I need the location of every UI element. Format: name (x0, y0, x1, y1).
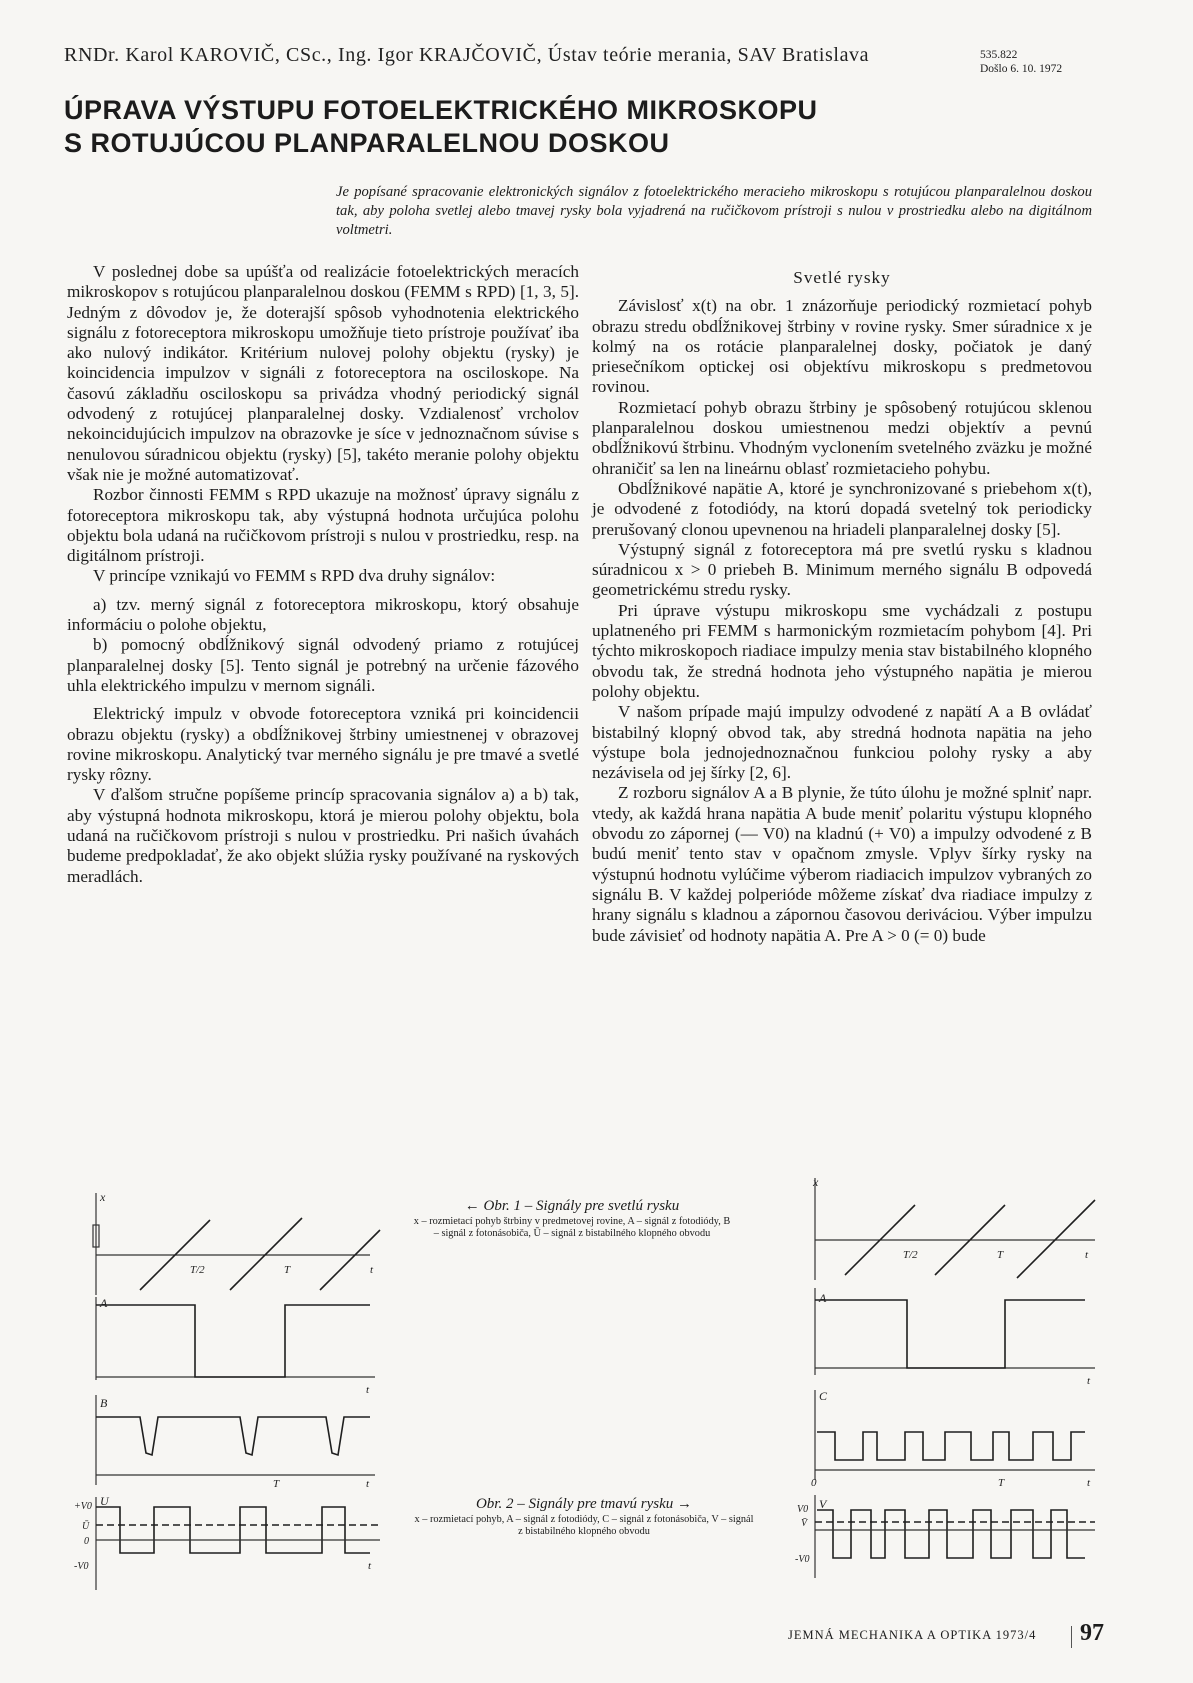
ramp-3 (320, 1230, 380, 1290)
ramp-2-3 (1017, 1200, 1095, 1278)
c-period-label-2: T (998, 1477, 1005, 1489)
period-label-2: T (997, 1249, 1004, 1261)
a-waveform (96, 1305, 370, 1377)
left-column (67, 262, 579, 887)
u-waveform (96, 1507, 370, 1553)
minus-v0-label: -V0 (74, 1561, 89, 1572)
c-signal-plot-2 (811, 1389, 1095, 1489)
a-signal-plot (96, 1296, 375, 1396)
half-period-label: T/2 (190, 1264, 205, 1276)
half-period-label-2: T/2 (903, 1249, 918, 1261)
c-zero-label: 0 (811, 1477, 817, 1489)
title-line-2: S ROTUJÚCOU PLANPARALELNOU DOSKOU (64, 128, 670, 158)
v-bar-label: V̄ (801, 1518, 808, 1529)
paragraph: V poslednej dobe sa upúšťa od realizácie fotoelektrických meracích mikroskopov s rotujúcou planparalelnou doskou (FEMM s RPD) [1, 3, 5]. Jedným z dôvodov je, že doterajší spôsob vyhodnotenia elektrického signálu z fotoreceptora mikroskopu umožňuje tieto prístroje používať iba ako nulový indikátor. Kritérium nulovej polohy objektu (rysky) je koincidencia impulzov v signáli z fotoreceptora na osciloskope. Na časovú základňu osciloskopu sa privádza vhodný periodický signál odvodený z rotujúcej planparalelnej dosky. Vzdialenosť vrcholov nekoincidujúcich impulzov na obrazovke je síce v jednoznačnom súvise s nenulovou súradnicou objektu (rysky) [5], takéto meranie polohy objektu však nie je možné automatizovať. (67, 262, 579, 484)
journal-name: JEMNÁ MECHANIKA A OPTIKA 1973/4 (788, 1628, 1037, 1642)
paragraph: Rozbor činnosti FEMM s RPD ukazuje na možnosť úpravy signálu z fotoreceptora mikroskopu tak, aby výstupná hodnota určujúca polohu objektu bola udaná na ručičkovom prístroji s nulou v prostriedku, resp. na digitálnom prístroji. (67, 485, 579, 566)
article-title (64, 94, 1144, 160)
a-waveform-2 (815, 1300, 1085, 1368)
paragraph: Pri úprave výstupu mikroskopu sme vychádzali z postupu uplatneného pri FEMM s harmonickým rozmietacím pohybom [4]. Pri týchto mikroskopoch riadiace impulzy menia stav bistabilného klopného obvodu tak, že stredná hodnota jeho výstupného napätia je mierou polohy objektu. (592, 600, 1092, 701)
paragraph: Obdĺžnikové napätie A, ktoré je synchronizované s priebehom x(t), je odvodené z fotodiódy, na ktorú dopadá svetelný tok periodicky prerušovaný clonou upevnenou na hriadeli planparalelnej dosky [5]. (592, 478, 1092, 539)
v-waveform-2 (817, 1510, 1085, 1558)
a-label: A (100, 1296, 108, 1310)
figure-1-legend: x – rozmietací pohyb štrbiny v predmetovej rovine, A – signál z fotodiódy, B – signál z fotonásobiča, Ū – signál z bistabilného klopného obvodu (413, 1215, 731, 1239)
figure-1-caption (412, 1200, 732, 1241)
c-waveform-2 (817, 1432, 1085, 1460)
c-label-2: C (819, 1389, 828, 1403)
paragraph: Elektrický impulz v obvode fotoreceptora vzniká pri koincidencii obrazu objektu (rysky) a obdĺžnikovej štrbiny umiestnenej v obrazovej rovine mikroskopu. Analytický tvar merného signálu je pre tmavé a svetlé rysky rôzny. (67, 704, 579, 785)
paragraph: Rozmietací pohyb obrazu štrbiny je spôsobený rotujúcou sklenou planparalelnou doskou umiestnenou medzi objektív a pevnú obdĺžnikovú štrbinu. Vhodným vyclonením svetelného zväzku je možné ohraničiť sa len na lineárnu oblasť rozmietacieho pohybu. (592, 397, 1092, 478)
header-classification (980, 48, 1130, 76)
c-time-label-2: t (1087, 1477, 1091, 1489)
x-label: x (100, 1190, 106, 1204)
list-item-a: a) tzv. merný signál z fotoreceptora mikroskopu, ktorý obsahuje informáciu o polohe objektu, (67, 594, 579, 635)
figure-2-legend: x – rozmietací pohyb, A – signál z fotodiódy, C – signál z fotonásobiča, V – signál z bistabilného klopného obvodu (414, 1513, 754, 1537)
ramp-2 (230, 1218, 302, 1290)
right-column (592, 268, 1092, 946)
a-label-2: A (819, 1291, 827, 1305)
footer-divider (1071, 1626, 1072, 1648)
figure-1-title (412, 1200, 732, 1213)
section-heading: Svetlé rysky (793, 268, 891, 287)
v-minus-v0-label: -V0 (795, 1554, 810, 1565)
page-number: 97 (1080, 1620, 1104, 1646)
title-line-1: ÚPRAVA VÝSTUPU FOTOELEKTRICKÉHO MIKROSKOPU (64, 95, 818, 125)
received-date: Došlo 6. 10. 1972 (980, 63, 1063, 75)
u-label: U (100, 1494, 109, 1508)
paragraph: Závislosť x(t) na obr. 1 znázorňuje periodický rozmietací pohyb obrazu stredu obdĺžnikovej štrbiny v rovine rysky. Smer súradnice x je kolmý na os rotácie planparalelnej dosky, počiatok je daný priesečníkom optickej osi objektívu mikroskopu s predmetovou rovinou. (592, 296, 1092, 397)
v-signal-plot-2 (795, 1495, 1095, 1578)
x-label-2: x (813, 1175, 819, 1189)
x-signal-plot-2 (812, 1175, 1095, 1280)
v-label-2: V (819, 1497, 827, 1511)
time-label-2: t (1085, 1249, 1089, 1261)
figure-2-caption (414, 1498, 754, 1539)
period-label: T (284, 1264, 291, 1276)
x-signal-plot (93, 1190, 380, 1295)
b-period-label: T (273, 1478, 280, 1490)
a-time-label: t (366, 1384, 370, 1396)
udc-code: 535.822 (980, 49, 1018, 61)
u-bar-label: Ū (82, 1521, 90, 1532)
a-time-label-2: t (1087, 1375, 1091, 1387)
u-signal-plot (74, 1494, 380, 1590)
time-label: t (370, 1264, 374, 1276)
figure-2-diagram (795, 1170, 1115, 1580)
u-time-label: t (368, 1560, 372, 1572)
a-signal-plot-2 (815, 1288, 1095, 1387)
plus-v0-label: +V0 (74, 1501, 92, 1512)
b-time-label: t (366, 1478, 370, 1490)
list-item-b: b) pomocný obdĺžnikový signál odvodený priamo z rotujúcej planparalelnej dosky [5]. Tento signál je potrebný na určenie fázového uhla elektrického impulzu v mernom signáli. (67, 635, 579, 695)
paragraph: V princípe vznikajú vo FEMM s RPD dva druhy signálov: (93, 566, 496, 586)
b-signal-plot (96, 1395, 375, 1490)
paragraph: Z rozboru signálov A a B plynie, že túto úlohu je možné splniť napr. vtedy, ak každá hrana napätia A bude meniť polaritu výstupu klopného obvodu zo zápornej (— V0) na kladnú (+ V0) a impulzy odvodené z B budú meniť tento stav v opačnom zmysle. Vplyv šírky rysky na výstupnú hodnotu vylúčime výberom riadiacich impulzov vybraných zo signálu B. V každej polperióde môžeme získať dva riadiace impulzy z hrany signálu s kladnou a zápornou časovou deriváciou. Výber impulzu bude závisieť od hodnoty napätia A. Pre A > 0 (= 0) bude (592, 783, 1092, 945)
zero-label: 0 (84, 1536, 89, 1547)
paragraph: V našom prípade majú impulzy odvodené z napätí A a B ovládať bistabilný klopný obvod tak, aby stredná hodnota napätia na jeho výstupe bola jednojednoznačnou funkciou polohy rysky a aby nezávisela od jej šírky [2, 6]. (592, 702, 1092, 783)
b-label: B (100, 1396, 108, 1410)
figure-1-diagram (74, 1185, 420, 1595)
paragraph: V ďalšom stručne popíšeme princíp spracovania signálov a) a b) tak, aby výstupná hodnota mikroskopu, ktorá je mierou polohy objektu, bola udaná na ručičkovom prístroji s nulou v prostriedku. Pri našich úvahách budeme predpokladať, že ako objekt slúžia rysky používané na ryskových meradlách. (67, 785, 579, 886)
figure-2-title-text: Obr. 2 – Signály pre tmavú rysku (475, 1496, 674, 1512)
paragraph: Výstupný signál z fotoreceptora má pre svetlú rysku s kladnou súradnicou x > 0 priebeh B. Minimum merného signálu B odpovedá geometrickému stredu rysky. (592, 539, 1092, 600)
v-plus-v0-label: V0 (797, 1504, 809, 1515)
abstract: Je popísané spracovanie elektronických signálov z fotoelektrického meracieho mikroskopu s rotujúcou planparalelnou doskou tak, aby poloha svetlej alebo tmavej rysky bola vyjadrená na ručičkovom prístroji s nulou v prostriedku alebo na digitálnom voltmetri. (336, 184, 1092, 238)
figure-1-arrow: ← (464, 1198, 480, 1214)
b-waveform (96, 1417, 370, 1455)
figure-1-title-text: Obr. 1 – Signály pre svetlú rysku (483, 1198, 680, 1214)
figure-2-arrow: → (677, 1496, 693, 1512)
header-authors: RNDr. Karol KAROVIČ, CSc., Ing. Igor KRAJČOVIČ, Ústav teórie merania, SAV Bratislava (64, 44, 870, 66)
figure-2-title (414, 1498, 754, 1511)
